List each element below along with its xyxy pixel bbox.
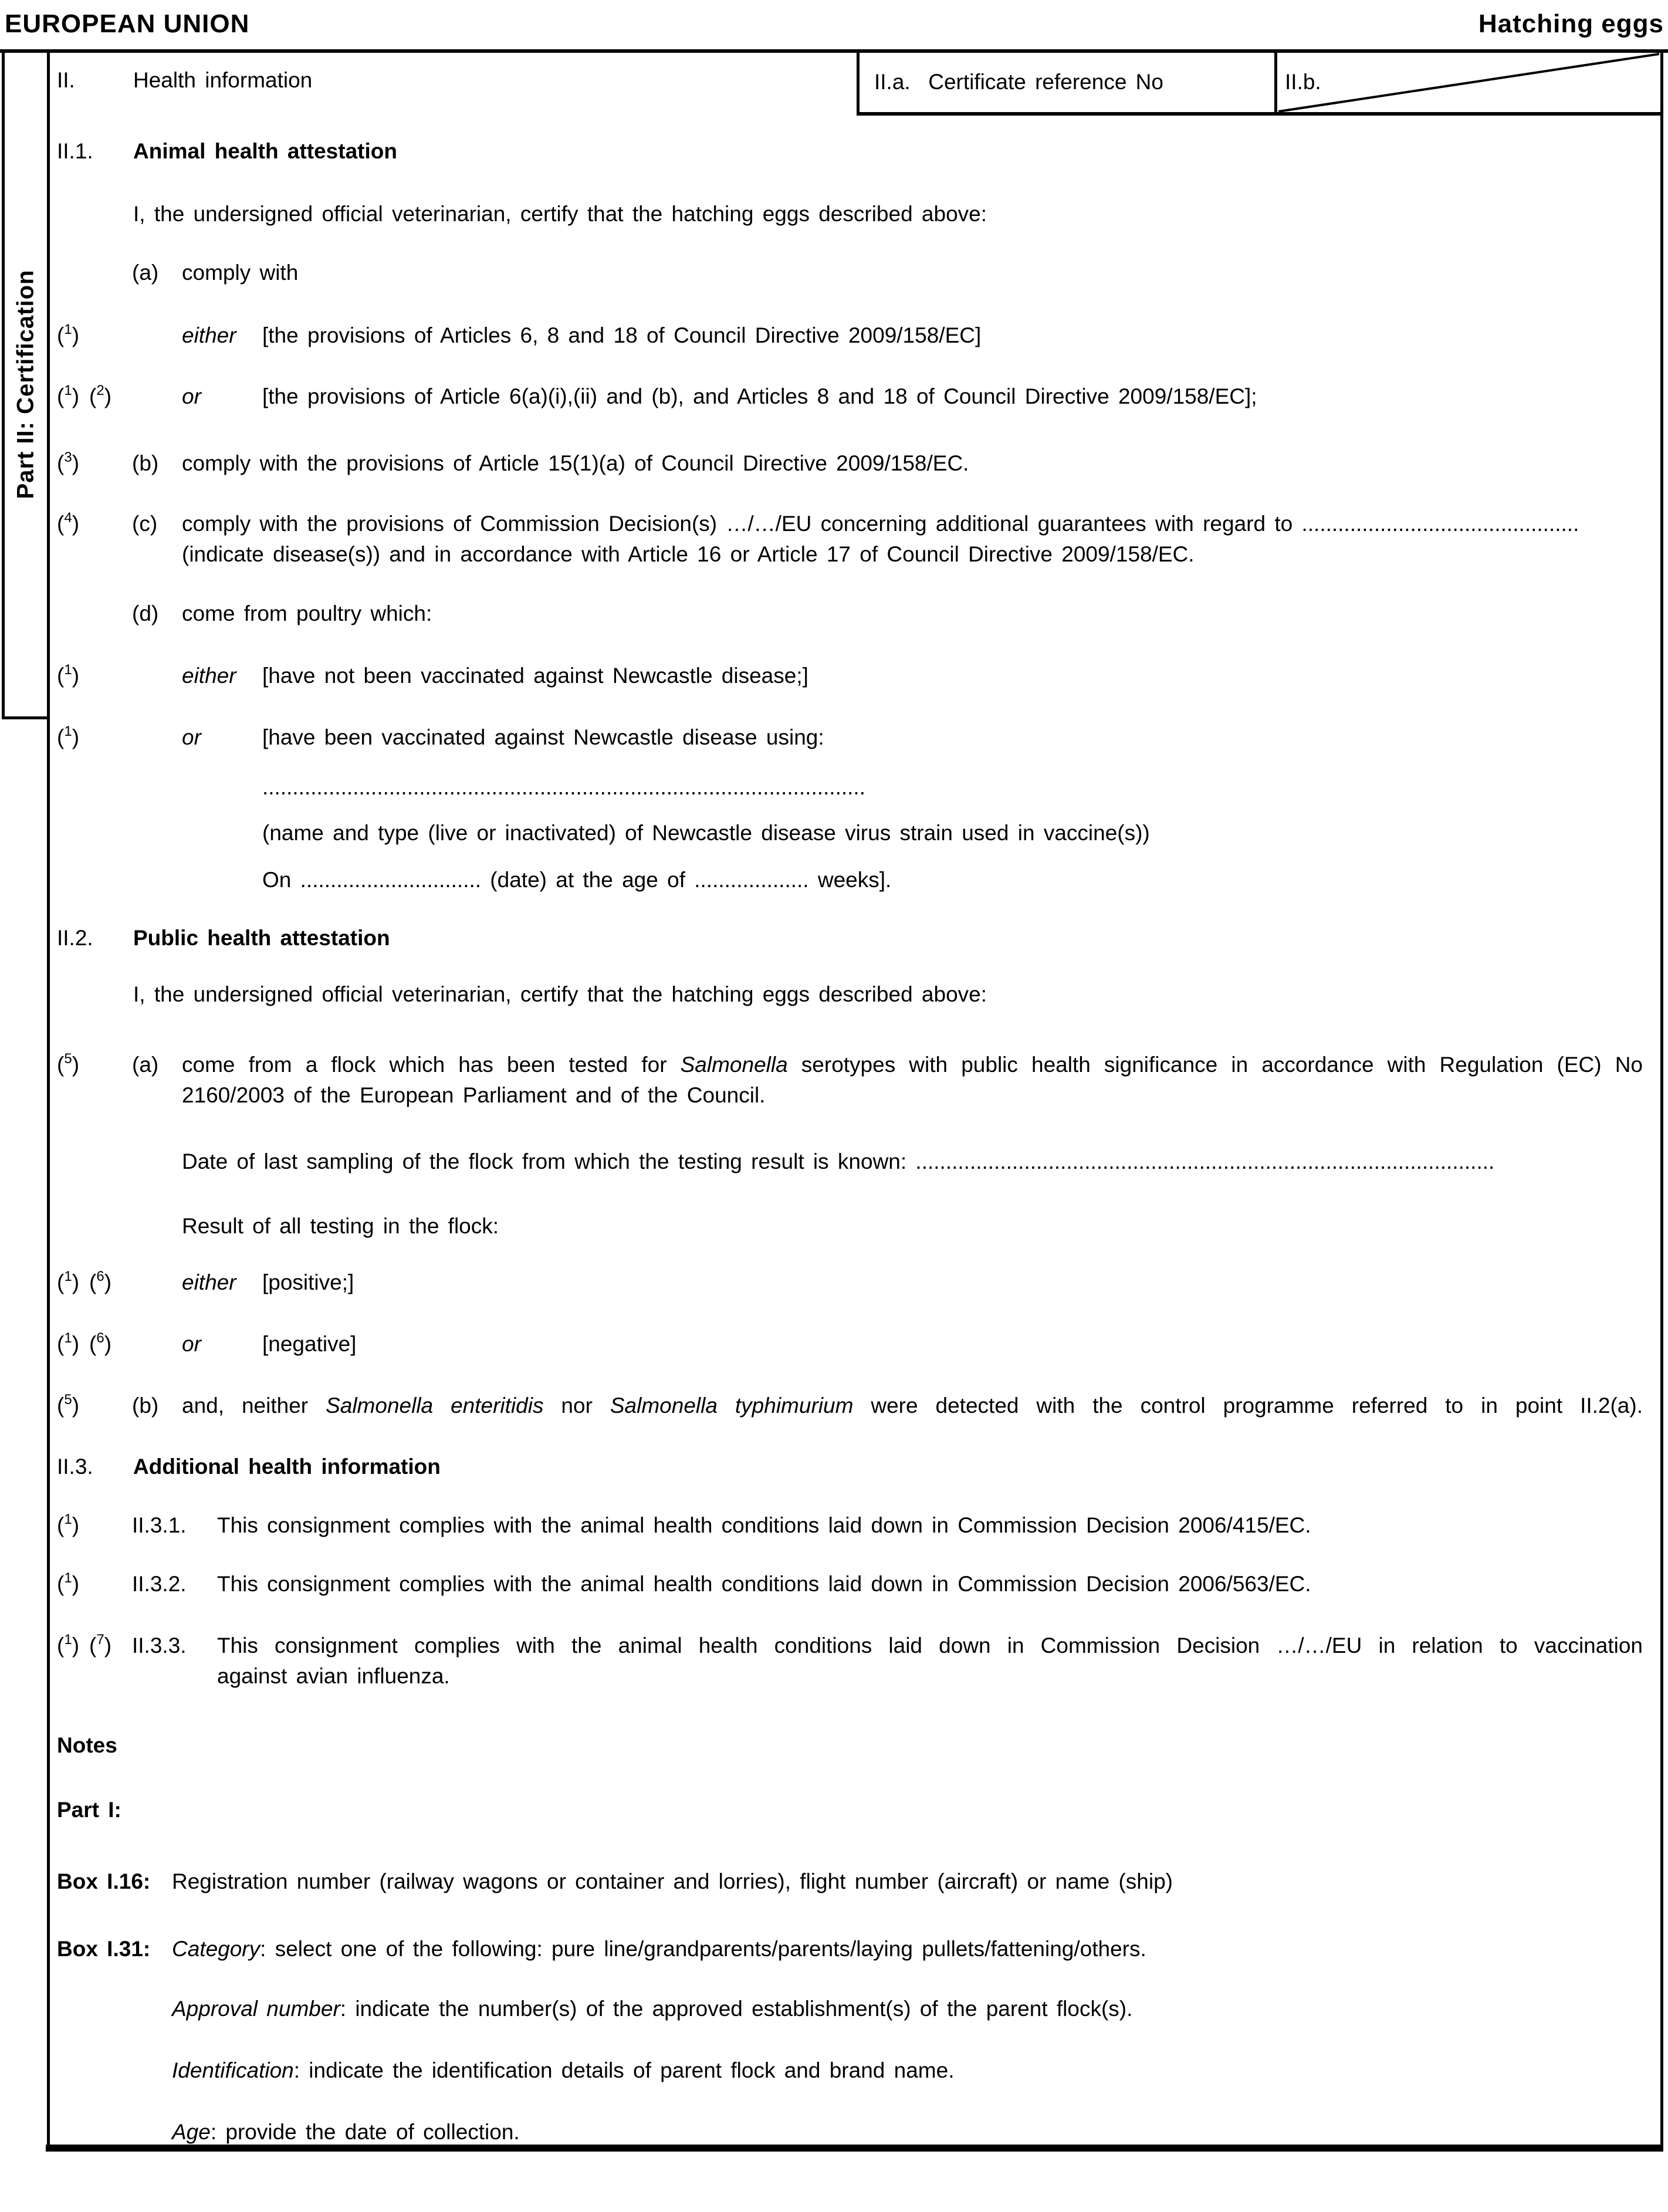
text-part: II.3.2.	[132, 1572, 187, 1596]
text-part: comply with the provisions of Article 15(1)(a) of Council Directive 2009/158/EC.	[182, 451, 969, 475]
text-line	[0, 1329, 1664, 1359]
text-part: On .............................. (date) at the age of ................... weeks].	[262, 868, 892, 892]
text-part: II.3.1.	[132, 1513, 187, 1537]
text-part: (name and type (live or inactivated) of Newcastle disease virus strain used in vaccine(s))	[262, 821, 1150, 845]
footnote-ref: ($^1$)	[57, 1268, 80, 1294]
text-part: come from poultry which:	[182, 601, 432, 625]
health-information-row	[0, 65, 1664, 96]
text-part: either	[182, 1270, 236, 1294]
text-part: Box I.31:	[57, 1937, 151, 1961]
text-part: (d)	[132, 601, 159, 625]
text-part: Registration number (railway wagons or container and lorries), flight number (aircraft) or name (ship)	[172, 1869, 1173, 1893]
text-part: or	[182, 384, 201, 408]
text-line	[0, 1510, 1664, 1541]
text-part: This consignment complies with the animal health conditions laid down in Commission Decision 2006/563/EC.	[217, 1572, 1311, 1596]
footnote-ref: ($^1$)	[57, 723, 80, 749]
footnote-ref: ($^1$)	[57, 1570, 80, 1596]
text-line	[0, 979, 1664, 1010]
text-line	[0, 199, 1664, 229]
text-part: This consignment complies with the animal health conditions laid down in Commission Decision 2006/415/EC.	[217, 1513, 1311, 1537]
text-line	[0, 1267, 1664, 1298]
text-part: Health information	[133, 68, 313, 92]
text-line	[0, 320, 1664, 351]
footnote-ref: ($^6$)	[89, 1268, 112, 1294]
text-line	[0, 539, 1664, 570]
text-line	[0, 1631, 1664, 1661]
text-part: or	[182, 1332, 201, 1356]
text-part: Additional health information	[133, 1455, 441, 1479]
text-line	[0, 722, 1664, 753]
text-part: II.3.	[57, 1455, 93, 1479]
text-part: Part I:	[57, 1798, 121, 1822]
text-line	[0, 1866, 1664, 1897]
footnote-ref: ($^1$)	[57, 321, 80, 347]
text-part: Result of all testing in the flock:	[182, 1214, 499, 1238]
text-part: [negative]	[262, 1332, 357, 1356]
text-part: either	[182, 323, 236, 347]
text-part: [the provisions of Articles 6, 8 and 18 of Council Directive 2009/158/EC]	[262, 323, 982, 347]
commodity-title: Hatching eggs	[1478, 9, 1664, 38]
text-part: I, the undersigned official veterinarian, certify that the hatching eggs described above:	[133, 982, 987, 1006]
text-line	[0, 509, 1664, 539]
text-part: comply with the provisions of Commission Decision(s) …/…/EU concerning additional guarantees with regard to ..............................................	[182, 512, 1579, 536]
notes-heading	[0, 1730, 1664, 1761]
text-line	[0, 598, 1664, 629]
text-part: Approval number: indicate the number(s) of the approved establishment(s) of the parent flock(s).	[172, 1997, 1133, 2021]
text-part: Animal health attestation	[133, 139, 397, 163]
text-line	[0, 381, 1664, 412]
text-part: (b)	[132, 451, 159, 475]
part-ii-sidebar-label: Part II: Certification	[12, 269, 39, 499]
dotted-fill-line	[0, 772, 1664, 803]
text-line	[0, 1146, 1664, 1177]
page-title: EUROPEAN UNION	[5, 9, 250, 38]
footnote-ref: ($^6$)	[89, 1330, 112, 1356]
text-line	[0, 1934, 1664, 1964]
text-part: Date of last sampling of the flock from which the testing result is known: ................................................................................................	[182, 1149, 1495, 1173]
text-part: (indicate disease(s)) and in accordance with Article 16 or Article 17 of Council Directive 2009/158/EC.	[182, 542, 1195, 566]
footnote-ref: ($^5$)	[57, 1391, 80, 1418]
text-line	[0, 448, 1664, 479]
section-ii2-heading	[0, 923, 1664, 953]
footnote-ref: ($^4$)	[57, 509, 80, 536]
text-part: II.	[57, 68, 75, 92]
text-line	[0, 2055, 1664, 2086]
text-line	[0, 1994, 1664, 2024]
text-line	[0, 2117, 1664, 2147]
text-part: either	[182, 664, 236, 688]
footnote-ref: ($^2$)	[89, 382, 112, 408]
text-part: II.2.	[57, 926, 93, 950]
text-part: Age: provide the date of collection.	[172, 2120, 520, 2144]
text-part: (a)	[132, 1053, 159, 1077]
iib-cell-label: II.b.	[1285, 70, 1321, 94]
text-part: This consignment complies with the animal health conditions laid down in Commission Decision …/…/EU in relation to vaccination	[217, 1633, 1643, 1658]
text-line	[0, 258, 1664, 288]
text-line	[0, 818, 1664, 848]
text-part: [have not been vaccinated against Newcastle disease;]	[262, 664, 808, 688]
text-line	[0, 1211, 1664, 1242]
text-line	[0, 1080, 1664, 1111]
footnote-ref: ($^7$)	[89, 1631, 112, 1658]
footnote-ref: ($^1$)	[57, 382, 80, 408]
section-ii1-heading	[0, 136, 1664, 167]
text-line	[0, 661, 1664, 691]
text-line	[0, 865, 1664, 895]
text-part: II.1.	[57, 139, 93, 163]
text-part: [the provisions of Article 6(a)(i),(ii) and (b), and Articles 8 and 18 of Council Directive 2009/158/EC];	[262, 384, 1257, 408]
text-part: comply with	[182, 261, 299, 285]
text-part: (a)	[132, 261, 159, 285]
footnote-ref: ($^1$)	[57, 1511, 80, 1537]
text-part: 2160/2003 of the European Parliament and of the Council.	[182, 1083, 766, 1107]
text-part: Box I.16:	[57, 1869, 151, 1893]
footnote-ref: ($^1$)	[57, 661, 80, 688]
text-part: [positive;]	[262, 1270, 354, 1294]
text-part: (b)	[132, 1394, 159, 1418]
text-part: Category: select one of the following: pure line/grandparents/parents/laying pullets/fattening/others.	[172, 1937, 1146, 1961]
dotted-fill: ....................................................................................................	[262, 775, 865, 799]
text-part: Identification: indicate the identification details of parent flock and brand name.	[172, 2058, 955, 2082]
footnote-ref: ($^3$)	[57, 449, 80, 475]
text-part: against avian influenza.	[217, 1664, 450, 1688]
text-part: or	[182, 725, 201, 749]
footnote-ref: ($^1$)	[57, 1330, 80, 1356]
text-line	[0, 1391, 1664, 1421]
part-i-heading	[0, 1795, 1664, 1825]
footnote-ref: ($^1$)	[57, 1631, 80, 1658]
text-line	[0, 1050, 1664, 1080]
text-line	[0, 1661, 1664, 1692]
text-part: Public health attestation	[133, 926, 390, 950]
text-part: Notes	[57, 1733, 117, 1757]
section-ii3-heading	[0, 1452, 1664, 1482]
certificate-reference-cell-label: II.a. Certificate reference No	[874, 70, 1163, 94]
text-part: [have been vaccinated against Newcastle disease using:	[262, 725, 824, 749]
footnote-ref: ($^5$)	[57, 1050, 80, 1077]
text-part: and, neither Salmonella enteritidis nor Salmonella typhimurium were detected with the control programme referred to in point II.2(a).	[182, 1394, 1643, 1418]
text-line	[0, 1569, 1664, 1599]
text-part: II.3.3.	[132, 1633, 187, 1658]
text-part: I, the undersigned official veterinarian, certify that the hatching eggs described above:	[133, 202, 987, 226]
text-part: come from a flock which has been tested for Salmonella serotypes with public health significance in accordance with Regulation (EC) No	[182, 1053, 1643, 1077]
text-part: (c)	[132, 512, 158, 536]
